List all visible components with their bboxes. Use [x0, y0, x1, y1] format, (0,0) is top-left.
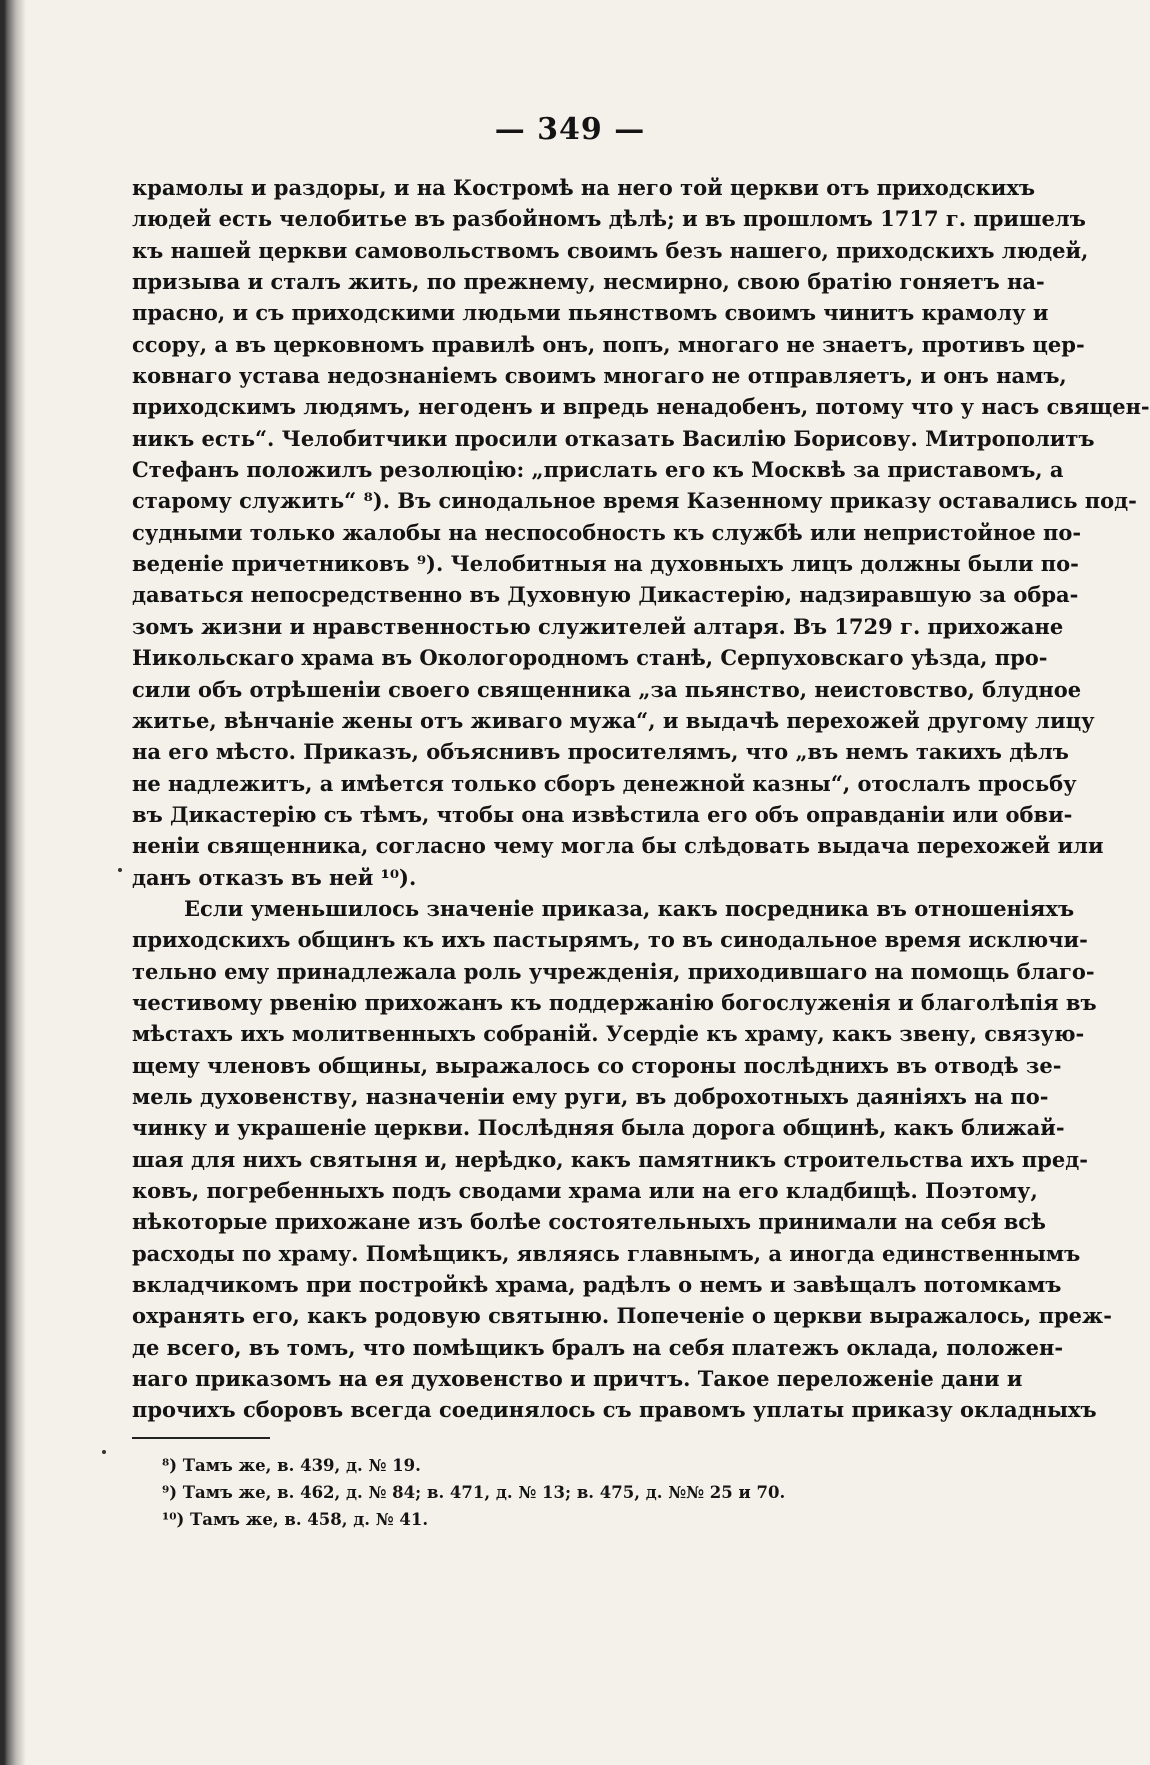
text-line: веденіе причетниковъ ⁹). Челобитныя на духовныхъ лицъ должны были по-	[132, 551, 1079, 577]
text-line: призыва и сталъ жить, по прежнему, несмирно, свою братію гоняетъ на-	[132, 269, 1045, 295]
text-line: судными только жалобы на неспособность къ службѣ или непристойное по-	[132, 519, 1082, 545]
text-line: сили объ отрѣшеніи своего священника „за пьянство, неистовство, блудное	[132, 676, 1082, 702]
paragraph-1	[132, 172, 1150, 893]
text-line: честивому рвенію прихожанъ къ поддержанію богослуженія и благолѣпія въ	[132, 989, 1097, 1015]
footnote-line: ¹⁰) Тамъ же, в. 458, д. № 41.	[162, 1510, 429, 1529]
text-line: къ нашей церкви самовольствомъ своимъ безъ нашего, приходскихъ людей,	[132, 237, 1089, 263]
text-line: не надлежитъ, а имѣется только сборъ денежной казны“, отослалъ просьбу	[132, 770, 1077, 796]
text-line: Если уменьшилось значеніе приказа, какъ посредника въ отношеніяхъ	[184, 895, 1075, 921]
text-line: зомъ жизни и нравственностью служителей алтаря. Въ 1729 г. прихожане	[132, 613, 1064, 639]
text-line: наго приказомъ на ея духовенство и причтъ. Такое переложеніе дани и	[132, 1366, 1023, 1392]
text-line: даваться непосредственно въ Духовную Дикастерію, надзиравшую за обра-	[132, 582, 1079, 608]
text-line: Стефанъ положилъ резолюцію: „прислать его къ Москвѣ за приставомъ, а	[132, 457, 1064, 483]
text-line: ссору, а въ церковномъ правилѣ онъ, попъ, многаго не знаетъ, противъ цер-	[132, 331, 1085, 357]
page-number: — 349 —	[494, 112, 646, 147]
text-line: мѣстахъ ихъ молитвенныхъ собраній. Усердіе къ храму, какъ звену, связую-	[132, 1021, 1085, 1047]
text-line: приходскихъ общинъ къ ихъ пастырямъ, то въ синодальное время исключи-	[132, 927, 1088, 953]
text-line: данъ отказъ въ ней ¹⁰).	[132, 864, 417, 890]
text-line: на его мѣсто. Приказъ, объяснивъ просителямъ, что „въ немъ такихъ дѣлъ	[132, 739, 1069, 765]
text-line: людей есть челобитье въ разбойномъ дѣлѣ; и въ прошломъ 1717 г. пришелъ	[132, 206, 1086, 232]
text-line: чинку и украшеніе церкви. Послѣдняя была дорога общинѣ, какъ ближай-	[132, 1115, 1065, 1141]
text-line: неніи священника, согласно чему могла бы слѣдовать выдача перехожей или	[132, 833, 1104, 859]
text-line: охранять его, какъ родовую святыню. Попеченіе о церкви выражалось, преж-	[132, 1303, 1112, 1329]
text-line: въ Дикастерію съ тѣмъ, чтобы она извѣстила его объ оправданіи или обви-	[132, 801, 1073, 827]
text-line: приходскимъ людямъ, негоденъ и впредь ненадобенъ, потому что у насъ священ-	[132, 394, 1150, 420]
text-line: ковнаго устава недознаніемъ своимъ многаго не отправляетъ, и онъ намъ,	[132, 363, 1067, 389]
scan-binding-edge	[0, 0, 26, 1765]
text-line: тельно ему принадлежала роль учрежденія, приходившаго на помощь благо-	[132, 958, 1095, 984]
text-line: вкладчикомъ при постройкѣ храма, радѣлъ о немъ и завѣщалъ потомкамъ	[132, 1272, 1062, 1298]
footnote-line: ⁹) Тамъ же, в. 462, д. № 84; в. 471, д. № 13; в. 475, д. №№ 25 и 70.	[162, 1483, 786, 1502]
paragraph-2	[132, 893, 1112, 1426]
text-line: нѣкоторые прихожане изъ болѣе состоятельныхъ принимали на себя всѣ	[132, 1209, 1046, 1235]
text-line: житье, вѣнчаніе жены отъ живаго мужа“, и выдачѣ перехожей другому лицу	[132, 707, 1095, 733]
text-line: расходы по храму. Помѣщикъ, являясь главнымъ, а иногда единственнымъ	[132, 1240, 1081, 1266]
text-line: крамолы и раздоры, и на Костромѣ на него той церкви отъ приходскихъ	[132, 175, 1035, 200]
text-line: никъ есть“. Челобитчики просили отказать Василію Борисову. Митрополитъ	[132, 425, 1095, 451]
text-line: де всего, въ томъ, что помѣщикъ бралъ на себя платежъ оклада, положен-	[132, 1334, 1064, 1360]
text-line: ковъ, погребенныхъ подъ сводами храма или на его кладбищѣ. Поэтому,	[132, 1178, 1038, 1203]
scan-speck	[102, 1450, 106, 1454]
text-line: прочихъ сборовъ всегда соединялось съ правомъ уплаты приказу окладныхъ	[132, 1397, 1097, 1423]
scan-speck	[118, 868, 122, 872]
footnote-line: ⁸) Тамъ же, в. 439, д. № 19.	[162, 1456, 421, 1475]
text-line: старому служить“ ⁸). Въ синодальное время Казенному приказу оставались под-	[132, 488, 1137, 514]
body-text	[132, 172, 1150, 1426]
footnote-divider	[132, 1437, 270, 1439]
footnotes	[162, 1452, 922, 1533]
text-line: прасно, и съ приходскими людьми пьянствомъ своимъ чинитъ крамолу и	[132, 300, 1049, 326]
text-line: шая для нихъ святыня и, нерѣдко, какъ памятникъ строительства ихъ пред-	[132, 1146, 1088, 1172]
text-line: Никольскаго храма въ Окологородномъ станѣ, Серпуховскаго уѣзда, про-	[132, 645, 1048, 671]
text-line: мель духовенству, назначеніи ему руги, въ доброхотныхъ даяніяхъ на по-	[132, 1083, 1049, 1109]
text-line: щему членовъ общины, выражалось со стороны послѣднихъ въ отводѣ зе-	[132, 1052, 1062, 1078]
